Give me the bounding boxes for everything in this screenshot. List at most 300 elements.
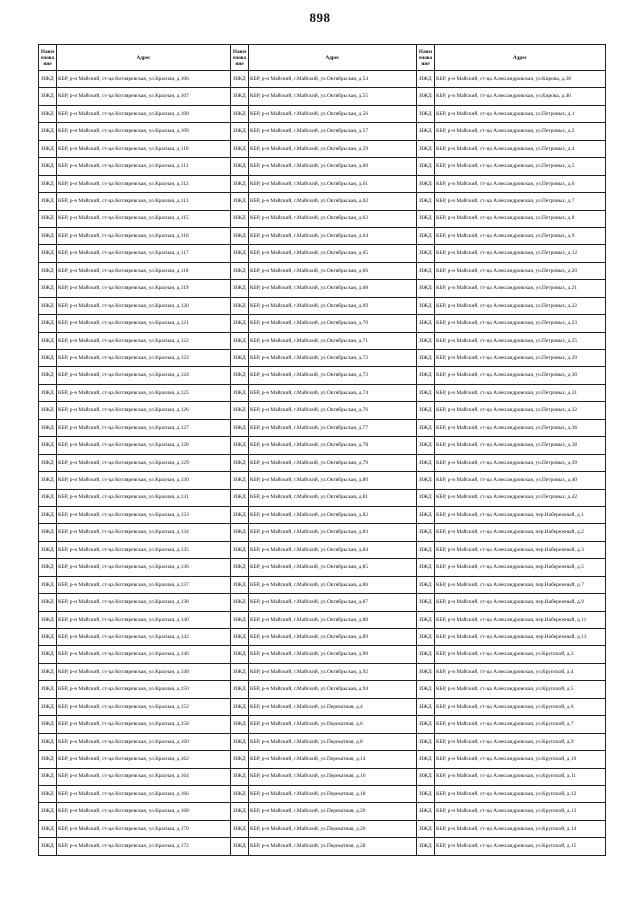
kind-cell: ИЖД — [417, 629, 435, 646]
address-cell: КБР, р-н Майский, ст-ца Александровская, ул.Петровых, д.39 — [435, 454, 606, 471]
kind-cell: ИЖД — [39, 454, 57, 471]
address-cell: КБР, р-н Майский, г.Майский, ул.Октябрьская, д.73 — [249, 367, 417, 384]
address-cell: КБР, р-н Майский, ст-ца Александровская, ул.Петровых, д.30 — [435, 367, 606, 384]
address-cell: КБР, р-н Майский, г.Майский, ул.Октябрьская, д.86 — [249, 576, 417, 593]
address-cell: КБР, р-н Майский, ст-ца Котляревская, ул.Красная, д.113 — [57, 193, 231, 210]
kind-cell: ИЖД — [39, 716, 57, 733]
kind-cell: ИЖД — [39, 751, 57, 768]
table-row — [39, 262, 606, 279]
address-cell: КБР, р-н Майский, ст-ца Котляревская, ул.Красная, д.137 — [57, 576, 231, 593]
address-cell: КБР, р-н Майский, ст-ца Александровская, пер.Набережный, д.3 — [435, 541, 606, 558]
address-cell: КБР, р-н Майский, ст-ца Александровская, ул.Крупской, д.3 — [435, 646, 606, 663]
address-cell: КБР, р-н Майский, ст-ца Александровская, ул.Петровых, д.1 — [435, 105, 606, 122]
address-cell: КБР, р-н Майский, ст-ца Александровская, ул.Крупской, д.9 — [435, 733, 606, 750]
address-cell: КБР, р-н Майский, ст-ца Котляревская, ул.Красная, д.127 — [57, 419, 231, 436]
kind-cell: ИЖД — [417, 489, 435, 506]
kind-cell: ИЖД — [231, 175, 249, 192]
kind-cell: ИЖД — [231, 611, 249, 628]
address-cell: КБР, р-н Майский, ст-ца Александровская, ул.Крупской, д.15 — [435, 838, 606, 856]
address-cell: КБР, р-н Майский, г.Майский, ул.Октябрьская, д.66 — [249, 262, 417, 279]
table-row — [39, 402, 606, 419]
address-cell: КБР, р-н Майский, г.Майский, ул.Октябрьская, д.69 — [249, 297, 417, 314]
address-cell: КБР, р-н Майский, ст-ца Котляревская, ул.Красная, д.117 — [57, 245, 231, 262]
kind-cell: ИЖД — [417, 785, 435, 802]
kind-cell: ИЖД — [231, 262, 249, 279]
address-cell: КБР, р-н Майский, ст-ца Котляревская, ул.Красная, д.125 — [57, 384, 231, 401]
kind-cell: ИЖД — [231, 506, 249, 523]
kind-cell: ИЖД — [417, 698, 435, 715]
kind-cell: ИЖД — [231, 681, 249, 698]
kind-cell: ИЖД — [39, 681, 57, 698]
kind-cell: ИЖД — [417, 262, 435, 279]
kind-cell: ИЖД — [417, 88, 435, 105]
address-cell: КБР, р-н Майский, ст-ца Котляревская, ул.Красная, д.123 — [57, 350, 231, 367]
address-cell: КБР, р-н Майский, г.Майский, ул.Октябрьская, д.61 — [249, 175, 417, 192]
kind-cell: ИЖД — [231, 629, 249, 646]
table-row — [39, 472, 606, 489]
address-cell: КБР, р-н Майский, ст-ца Александровская, пер.Набережный, д.1 — [435, 506, 606, 523]
kind-cell: ИЖД — [231, 140, 249, 157]
address-cell: КБР, р-н Майский, ст-ца Котляревская, ул.Красная, д.148 — [57, 663, 231, 680]
address-cell: КБР, р-н Майский, ст-ца Александровская, ул.Крупской, д.6 — [435, 698, 606, 715]
address-cell: КБР, р-н Майский, ст-ца Котляревская, ул.Красная, д.140 — [57, 611, 231, 628]
address-cell: КБР, р-н Майский, ст-ца Александровская, ул.Петровых, д.9 — [435, 227, 606, 244]
kind-cell: ИЖД — [231, 594, 249, 611]
kind-cell: ИЖД — [231, 524, 249, 541]
kind-cell: ИЖД — [39, 803, 57, 820]
kind-cell: ИЖД — [231, 350, 249, 367]
table-row — [39, 489, 606, 506]
kind-cell: ИЖД — [231, 716, 249, 733]
kind-cell: ИЖД — [39, 419, 57, 436]
kind-cell: ИЖД — [417, 158, 435, 175]
address-cell: КБР, р-н Майский, г.Майский, ул.Октябрьская, д.54 — [249, 71, 417, 88]
table-row — [39, 367, 606, 384]
address-cell: КБР, р-н Майский, ст-ца Котляревская, ул.Красная, д.122 — [57, 332, 231, 349]
address-cell: КБР, р-н Майский, ст-ца Котляревская, ул.Красная, д.168 — [57, 803, 231, 820]
kind-cell: ИЖД — [231, 123, 249, 140]
address-cell: КБР, р-н Майский, ст-ца Александровская, ул.Петровых, д.23 — [435, 315, 606, 332]
kind-cell: ИЖД — [39, 297, 57, 314]
kind-cell: ИЖД — [231, 820, 249, 837]
table-row — [39, 716, 606, 733]
kind-cell: ИЖД — [39, 158, 57, 175]
kind-cell: ИЖД — [417, 594, 435, 611]
kind-cell: ИЖД — [231, 541, 249, 558]
address-cell: КБР, р-н Майский, ст-ца Котляревская, ул.Красная, д.133 — [57, 506, 231, 523]
address-cell: КБР, р-н Майский, ст-ца Александровская, ул.Крупской, д.13 — [435, 803, 606, 820]
kind-cell: ИЖД — [39, 437, 57, 454]
kind-cell: ИЖД — [39, 384, 57, 401]
kind-cell: ИЖД — [231, 315, 249, 332]
address-cell: КБР, р-н Майский, г.Майский, ул.Октябрьская, д.56 — [249, 105, 417, 122]
kind-cell: ИЖД — [39, 733, 57, 750]
kind-cell: ИЖД — [39, 472, 57, 489]
address-cell: КБР, р-н Майский, ст-ца Александровская, ул.Петровых, д.4 — [435, 140, 606, 157]
address-cell: КБР, р-н Майский, г.Майский, ул.Октябрьская, д.65 — [249, 245, 417, 262]
kind-cell: ИЖД — [417, 803, 435, 820]
address-cell: КБР, р-н Майский, ст-ца Котляревская, ул.Красная, д.121 — [57, 315, 231, 332]
kind-cell: ИЖД — [39, 611, 57, 628]
table-row — [39, 663, 606, 680]
kind-cell: ИЖД — [417, 454, 435, 471]
table-row — [39, 541, 606, 558]
kind-cell: ИЖД — [417, 768, 435, 785]
kind-cell: ИЖД — [39, 838, 57, 856]
kind-cell: ИЖД — [39, 262, 57, 279]
kind-cell: ИЖД — [417, 611, 435, 628]
address-cell: КБР, р-н Майский, ст-ца Александровская, ул.Петровых, д.21 — [435, 280, 606, 297]
address-cell: КБР, р-н Майский, ст-ца Александровская, ул.Крупской, д.5 — [435, 681, 606, 698]
kind-cell: ИЖД — [39, 193, 57, 210]
table-row — [39, 123, 606, 140]
kind-cell: ИЖД — [417, 576, 435, 593]
address-cell: КБР, р-н Майский, ст-ца Александровская, пер.Набережный, д.2 — [435, 524, 606, 541]
address-cell: КБР, р-н Майский, ст-ца Александровская, ул.Петровых, д.5 — [435, 158, 606, 175]
kind-cell: ИЖД — [417, 193, 435, 210]
table-row — [39, 594, 606, 611]
address-cell: КБР, р-н Майский, ст-ца Котляревская, ул.Красная, д.170 — [57, 820, 231, 837]
kind-cell: ИЖД — [417, 227, 435, 244]
address-cell: КБР, р-н Майский, ст-ца Александровская, ул.Кирова, д.38 — [435, 71, 606, 88]
kind-cell: ИЖД — [417, 105, 435, 122]
table-row — [39, 384, 606, 401]
header-address: Адрес — [57, 45, 231, 71]
address-cell: КБР, р-н Майский, ст-ца Александровская, ул.Петровых, д.42 — [435, 489, 606, 506]
kind-cell: ИЖД — [231, 419, 249, 436]
kind-cell: ИЖД — [231, 105, 249, 122]
kind-cell: ИЖД — [231, 210, 249, 227]
address-cell: КБР, р-н Майский, ст-ца Александровская, ул.Крупской, д.7 — [435, 716, 606, 733]
table-row — [39, 280, 606, 297]
kind-cell: ИЖД — [231, 332, 249, 349]
address-cell: КБР, р-н Майский, ст-ца Котляревская, ул.Красная, д.115 — [57, 210, 231, 227]
kind-cell: ИЖД — [39, 140, 57, 157]
kind-cell: ИЖД — [417, 820, 435, 837]
kind-cell: ИЖД — [231, 559, 249, 576]
table-row — [39, 785, 606, 802]
kind-cell: ИЖД — [231, 297, 249, 314]
address-cell: КБР, р-н Майский, ст-ца Александровская, ул.Кирова, д.40 — [435, 88, 606, 105]
header-kind: Наим енова ние — [39, 45, 57, 71]
kind-cell: ИЖД — [231, 402, 249, 419]
kind-cell: ИЖД — [39, 402, 57, 419]
kind-cell: ИЖД — [417, 541, 435, 558]
address-cell: КБР, р-н Майский, г.Майский, ул.Октябрьская, д.88 — [249, 611, 417, 628]
kind-cell: ИЖД — [231, 646, 249, 663]
table-row — [39, 524, 606, 541]
kind-cell: ИЖД — [231, 88, 249, 105]
address-cell: КБР, р-н Майский, г.Майский, ул.Октябрьская, д.80 — [249, 472, 417, 489]
kind-cell: ИЖД — [231, 367, 249, 384]
kind-cell: ИЖД — [417, 245, 435, 262]
kind-cell: ИЖД — [417, 350, 435, 367]
table-row — [39, 140, 606, 157]
kind-cell: ИЖД — [417, 297, 435, 314]
table-row — [39, 88, 606, 105]
address-cell: КБР, р-н Майский, г.Майский, ул.Октябрьская, д.94 — [249, 681, 417, 698]
address-cell: КБР, р-н Майский, г.Майский, ул.Перекатная, д.28 — [249, 838, 417, 856]
header-kind: Наим енова ние — [417, 45, 435, 71]
address-cell: КБР, р-н Майский, ст-ца Александровская, ул.Петровых, д.40 — [435, 472, 606, 489]
table-row — [39, 611, 606, 628]
address-cell: КБР, р-н Майский, ст-ца Александровская, ул.Крупской, д.12 — [435, 785, 606, 802]
address-cell: КБР, р-н Майский, г.Майский, ул.Октябрьская, д.81 — [249, 489, 417, 506]
table-row — [39, 193, 606, 210]
address-cell: КБР, р-н Майский, г.Майский, ул.Октябрьская, д.79 — [249, 454, 417, 471]
address-cell: КБР, р-н Майский, г.Майский, ул.Октябрьская, д.71 — [249, 332, 417, 349]
table-row — [39, 681, 606, 698]
address-cell: КБР, р-н Майский, ст-ца Котляревская, ул.Красная, д.135 — [57, 541, 231, 558]
kind-cell: ИЖД — [39, 71, 57, 88]
kind-cell: ИЖД — [231, 698, 249, 715]
kind-cell: ИЖД — [39, 280, 57, 297]
table-row — [39, 71, 606, 88]
address-cell: КБР, р-н Майский, ст-ца Котляревская, ул.Красная, д.134 — [57, 524, 231, 541]
kind-cell: ИЖД — [231, 751, 249, 768]
kind-cell: ИЖД — [417, 384, 435, 401]
address-cell: КБР, р-н Майский, ст-ца Котляревская, ул.Красная, д.138 — [57, 594, 231, 611]
address-cell: КБР, р-н Майский, г.Майский, ул.Перекатная, д.6 — [249, 716, 417, 733]
address-cell: КБР, р-н Майский, ст-ца Александровская, ул.Петровых, д.36 — [435, 419, 606, 436]
address-cell: КБР, р-н Майский, ст-ца Котляревская, ул.Красная, д.128 — [57, 437, 231, 454]
table-row — [39, 838, 606, 856]
address-cell: КБР, р-н Майский, ст-ца Александровская, ул.Петровых, д.20 — [435, 262, 606, 279]
address-cell: КБР, р-н Майский, г.Майский, ул.Октябрьская, д.63 — [249, 210, 417, 227]
kind-cell: ИЖД — [39, 210, 57, 227]
address-cell: КБР, р-н Майский, ст-ца Котляревская, ул.Красная, д.106 — [57, 71, 231, 88]
address-cell: КБР, р-н Майский, г.Майский, ул.Перекатная, д.20 — [249, 803, 417, 820]
kind-cell: ИЖД — [231, 193, 249, 210]
address-cell: КБР, р-н Майский, ст-ца Александровская, ул.Петровых, д.8 — [435, 210, 606, 227]
table-row — [39, 803, 606, 820]
address-cell: КБР, р-н Майский, ст-ца Котляревская, ул.Красная, д.152 — [57, 698, 231, 715]
address-cell: КБР, р-н Майский, г.Майский, ул.Октябрьская, д.82 — [249, 506, 417, 523]
page-number: 898 — [309, 10, 331, 25]
kind-cell: ИЖД — [417, 663, 435, 680]
kind-cell: ИЖД — [417, 402, 435, 419]
table-row — [39, 419, 606, 436]
kind-cell: ИЖД — [231, 733, 249, 750]
address-cell: КБР, р-н Майский, ст-ца Александровская, ул.Петровых, д.12 — [435, 245, 606, 262]
address-cell: КБР, р-н Майский, г.Майский, ул.Октябрьская, д.60 — [249, 158, 417, 175]
header-address: Адрес — [249, 45, 417, 71]
address-cell: КБР, р-н Майский, ст-ца Котляревская, ул.Красная, д.124 — [57, 367, 231, 384]
kind-cell: ИЖД — [417, 419, 435, 436]
kind-cell: ИЖД — [39, 88, 57, 105]
kind-cell: ИЖД — [231, 280, 249, 297]
kind-cell: ИЖД — [417, 524, 435, 541]
address-cell: КБР, р-н Майский, г.Майский, ул.Октябрьская, д.84 — [249, 541, 417, 558]
address-cell: КБР, р-н Майский, ст-ца Александровская, ул.Петровых, д.31 — [435, 384, 606, 401]
kind-cell: ИЖД — [417, 280, 435, 297]
kind-cell: ИЖД — [39, 350, 57, 367]
address-cell: КБР, р-н Майский, ст-ца Котляревская, ул.Красная, д.142 — [57, 629, 231, 646]
address-cell: КБР, р-н Майский, ст-ца Котляревская, ул.Красная, д.162 — [57, 751, 231, 768]
address-cell: КБР, р-н Майский, ст-ца Александровская, ул.Крупской, д.10 — [435, 751, 606, 768]
address-cell: КБР, р-н Майский, г.Майский, ул.Октябрьская, д.59 — [249, 140, 417, 157]
kind-cell: ИЖД — [39, 646, 57, 663]
table-row — [39, 454, 606, 471]
kind-cell: ИЖД — [231, 454, 249, 471]
kind-cell: ИЖД — [417, 332, 435, 349]
kind-cell: ИЖД — [417, 681, 435, 698]
address-cell: КБР, р-н Майский, ст-ца Котляревская, ул.Красная, д.129 — [57, 454, 231, 471]
address-cell: КБР, р-н Майский, ст-ца Котляревская, ул.Красная, д.136 — [57, 559, 231, 576]
table-row — [39, 768, 606, 785]
kind-cell: ИЖД — [231, 227, 249, 244]
kind-cell: ИЖД — [417, 716, 435, 733]
kind-cell: ИЖД — [39, 785, 57, 802]
address-cell: КБР, р-н Майский, г.Майский, ул.Октябрьская, д.74 — [249, 384, 417, 401]
address-cell: КБР, р-н Майский, г.Майский, ул.Перекатная, д.14 — [249, 751, 417, 768]
table-header — [39, 45, 606, 71]
address-cell: КБР, р-н Майский, ст-ца Котляревская, ул.Красная, д.108 — [57, 105, 231, 122]
kind-cell: ИЖД — [39, 629, 57, 646]
kind-cell: ИЖД — [231, 663, 249, 680]
address-cell: КБР, р-н Майский, ст-ца Котляревская, ул.Красная, д.107 — [57, 88, 231, 105]
address-cell: КБР, р-н Майский, г.Майский, ул.Октябрьская, д.78 — [249, 437, 417, 454]
address-cell: КБР, р-н Майский, ст-ца Котляревская, ул.Красная, д.119 — [57, 280, 231, 297]
address-cell: КБР, р-н Майский, ст-ца Котляревская, ул.Красная, д.110 — [57, 140, 231, 157]
table-row — [39, 820, 606, 837]
kind-cell: ИЖД — [417, 367, 435, 384]
kind-cell: ИЖД — [39, 524, 57, 541]
address-cell: КБР, р-н Майский, ст-ца Котляревская, ул.Красная, д.160 — [57, 733, 231, 750]
header-kind: Наим енова ние — [231, 45, 249, 71]
kind-cell: ИЖД — [39, 594, 57, 611]
kind-cell: ИЖД — [231, 158, 249, 175]
address-cell: КБР, р-н Майский, ст-ца Котляревская, ул.Красная, д.109 — [57, 123, 231, 140]
kind-cell: ИЖД — [39, 105, 57, 122]
address-cell: КБР, р-н Майский, ст-ца Котляревская, ул.Красная, д.146 — [57, 646, 231, 663]
table-row — [39, 210, 606, 227]
address-cell: КБР, р-н Майский, ст-ца Александровская, ул.Крупской, д.4 — [435, 663, 606, 680]
table-row — [39, 227, 606, 244]
address-cell: КБР, р-н Майский, г.Майский, ул.Октябрьская, д.70 — [249, 315, 417, 332]
kind-cell: ИЖД — [39, 541, 57, 558]
table-row — [39, 559, 606, 576]
address-cell: КБР, р-н Майский, г.Майский, ул.Октябрьская, д.90 — [249, 646, 417, 663]
address-cell: КБР, р-н Майский, г.Майский, ул.Перекатная, д.18 — [249, 785, 417, 802]
kind-cell: ИЖД — [417, 559, 435, 576]
kind-cell: ИЖД — [39, 768, 57, 785]
kind-cell: ИЖД — [231, 803, 249, 820]
kind-cell: ИЖД — [39, 506, 57, 523]
kind-cell: ИЖД — [39, 489, 57, 506]
address-cell: КБР, р-н Майский, ст-ца Александровская, ул.Петровых, д.6 — [435, 175, 606, 192]
kind-cell: ИЖД — [231, 838, 249, 856]
kind-cell: ИЖД — [39, 123, 57, 140]
table-row — [39, 332, 606, 349]
address-cell: КБР, р-н Майский, ст-ца Александровская, пер.Набережный, д.11 — [435, 611, 606, 628]
kind-cell: ИЖД — [39, 576, 57, 593]
kind-cell: ИЖД — [231, 71, 249, 88]
kind-cell: ИЖД — [39, 227, 57, 244]
kind-cell: ИЖД — [417, 646, 435, 663]
table-row — [39, 245, 606, 262]
address-cell: КБР, р-н Майский, ст-ца Александровская, ул.Петровых, д.22 — [435, 297, 606, 314]
address-cell: КБР, р-н Майский, г.Майский, ул.Октябрьская, д.68 — [249, 280, 417, 297]
address-cell: КБР, р-н Майский, ст-ца Александровская, пер.Набережный, д.9 — [435, 594, 606, 611]
table-row — [39, 437, 606, 454]
address-cell: КБР, р-н Майский, ст-ца Котляревская, ул.Красная, д.172 — [57, 838, 231, 856]
kind-cell: ИЖД — [417, 751, 435, 768]
kind-cell: ИЖД — [417, 175, 435, 192]
address-cell: КБР, р-н Майский, г.Майский, ул.Октябрьская, д.64 — [249, 227, 417, 244]
kind-cell: ИЖД — [39, 315, 57, 332]
address-cell: КБР, р-н Майский, ст-ца Александровская, ул.Крупской, д.11 — [435, 768, 606, 785]
kind-cell: ИЖД — [417, 506, 435, 523]
address-cell: КБР, р-н Майский, ст-ца Александровская, ул.Петровых, д.32 — [435, 402, 606, 419]
address-cell: КБР, р-н Майский, г.Майский, ул.Октябрьская, д.83 — [249, 524, 417, 541]
address-cell: КБР, р-н Майский, ст-ца Александровская, ул.Петровых, д.29 — [435, 350, 606, 367]
kind-cell: ИЖД — [231, 384, 249, 401]
kind-cell: ИЖД — [417, 140, 435, 157]
address-cell: КБР, р-н Майский, ст-ца Котляревская, ул.Красная, д.130 — [57, 472, 231, 489]
address-cell: КБР, р-н Майский, ст-ца Котляревская, ул.Красная, д.166 — [57, 785, 231, 802]
address-cell: КБР, р-н Майский, ст-ца Котляревская, ул.Красная, д.158 — [57, 716, 231, 733]
address-cell: КБР, р-н Майский, г.Майский, ул.Октябрьская, д.77 — [249, 419, 417, 436]
kind-cell: ИЖД — [39, 820, 57, 837]
address-cell: КБР, р-н Майский, ст-ца Котляревская, ул.Красная, д.116 — [57, 227, 231, 244]
kind-cell: ИЖД — [39, 245, 57, 262]
address-cell: КБР, р-н Майский, ст-ца Котляревская, ул.Красная, д.150 — [57, 681, 231, 698]
kind-cell: ИЖД — [417, 733, 435, 750]
address-cell: КБР, р-н Майский, г.Майский, ул.Перекатная, д.8 — [249, 733, 417, 750]
address-cell: КБР, р-н Майский, г.Майский, ул.Октябрьская, д.55 — [249, 88, 417, 105]
address-cell: КБР, р-н Майский, г.Майский, ул.Перекатная, д.4 — [249, 698, 417, 715]
address-cell: КБР, р-н Майский, ст-ца Александровская, ул.Петровых, д.2 — [435, 123, 606, 140]
table-body — [39, 71, 606, 856]
address-cell: КБР, р-н Майский, ст-ца Александровская, ул.Петровых, д.7 — [435, 193, 606, 210]
kind-cell: ИЖД — [39, 367, 57, 384]
kind-cell: ИЖД — [231, 437, 249, 454]
address-cell: КБР, р-н Майский, ст-ца Александровская, пер.Набережный, д.7 — [435, 576, 606, 593]
table-row — [39, 576, 606, 593]
kind-cell: ИЖД — [417, 210, 435, 227]
kind-cell: ИЖД — [39, 332, 57, 349]
address-cell: КБР, р-н Майский, ст-ца Котляревская, ул.Красная, д.111 — [57, 158, 231, 175]
address-cell: КБР, р-н Майский, ст-ца Александровская, ул.Петровых, д.38 — [435, 437, 606, 454]
address-cell: КБР, р-н Майский, г.Майский, ул.Перекатная, д.26 — [249, 820, 417, 837]
address-cell: КБР, р-н Майский, г.Майский, ул.Октябрьская, д.57 — [249, 123, 417, 140]
table-row — [39, 506, 606, 523]
kind-cell: ИЖД — [39, 559, 57, 576]
address-cell: КБР, р-н Майский, ст-ца Александровская, пер.Набережный, д.5 — [435, 559, 606, 576]
address-table — [38, 44, 606, 856]
table-row — [39, 646, 606, 663]
address-cell: КБР, р-н Майский, ст-ца Котляревская, ул.Красная, д.118 — [57, 262, 231, 279]
kind-cell: ИЖД — [231, 472, 249, 489]
table-row — [39, 629, 606, 646]
address-cell: КБР, р-н Майский, г.Майский, ул.Октябрьская, д.76 — [249, 402, 417, 419]
table-row — [39, 105, 606, 122]
address-cell: КБР, р-н Майский, г.Майский, ул.Октябрьская, д.92 — [249, 663, 417, 680]
address-cell: КБР, р-н Майский, ст-ца Александровская, ул.Петровых, д.25 — [435, 332, 606, 349]
table-row — [39, 297, 606, 314]
kind-cell: ИЖД — [231, 768, 249, 785]
address-cell: КБР, р-н Майский, г.Майский, ул.Октябрьская, д.62 — [249, 193, 417, 210]
table-row — [39, 698, 606, 715]
kind-cell: ИЖД — [417, 437, 435, 454]
table-row — [39, 733, 606, 750]
address-cell: КБР, р-н Майский, г.Майский, ул.Октябрьская, д.89 — [249, 629, 417, 646]
kind-cell: ИЖД — [417, 472, 435, 489]
address-cell: КБР, р-н Майский, ст-ца Котляревская, ул.Красная, д.164 — [57, 768, 231, 785]
table-row — [39, 751, 606, 768]
header-address: Адрес — [435, 45, 606, 71]
